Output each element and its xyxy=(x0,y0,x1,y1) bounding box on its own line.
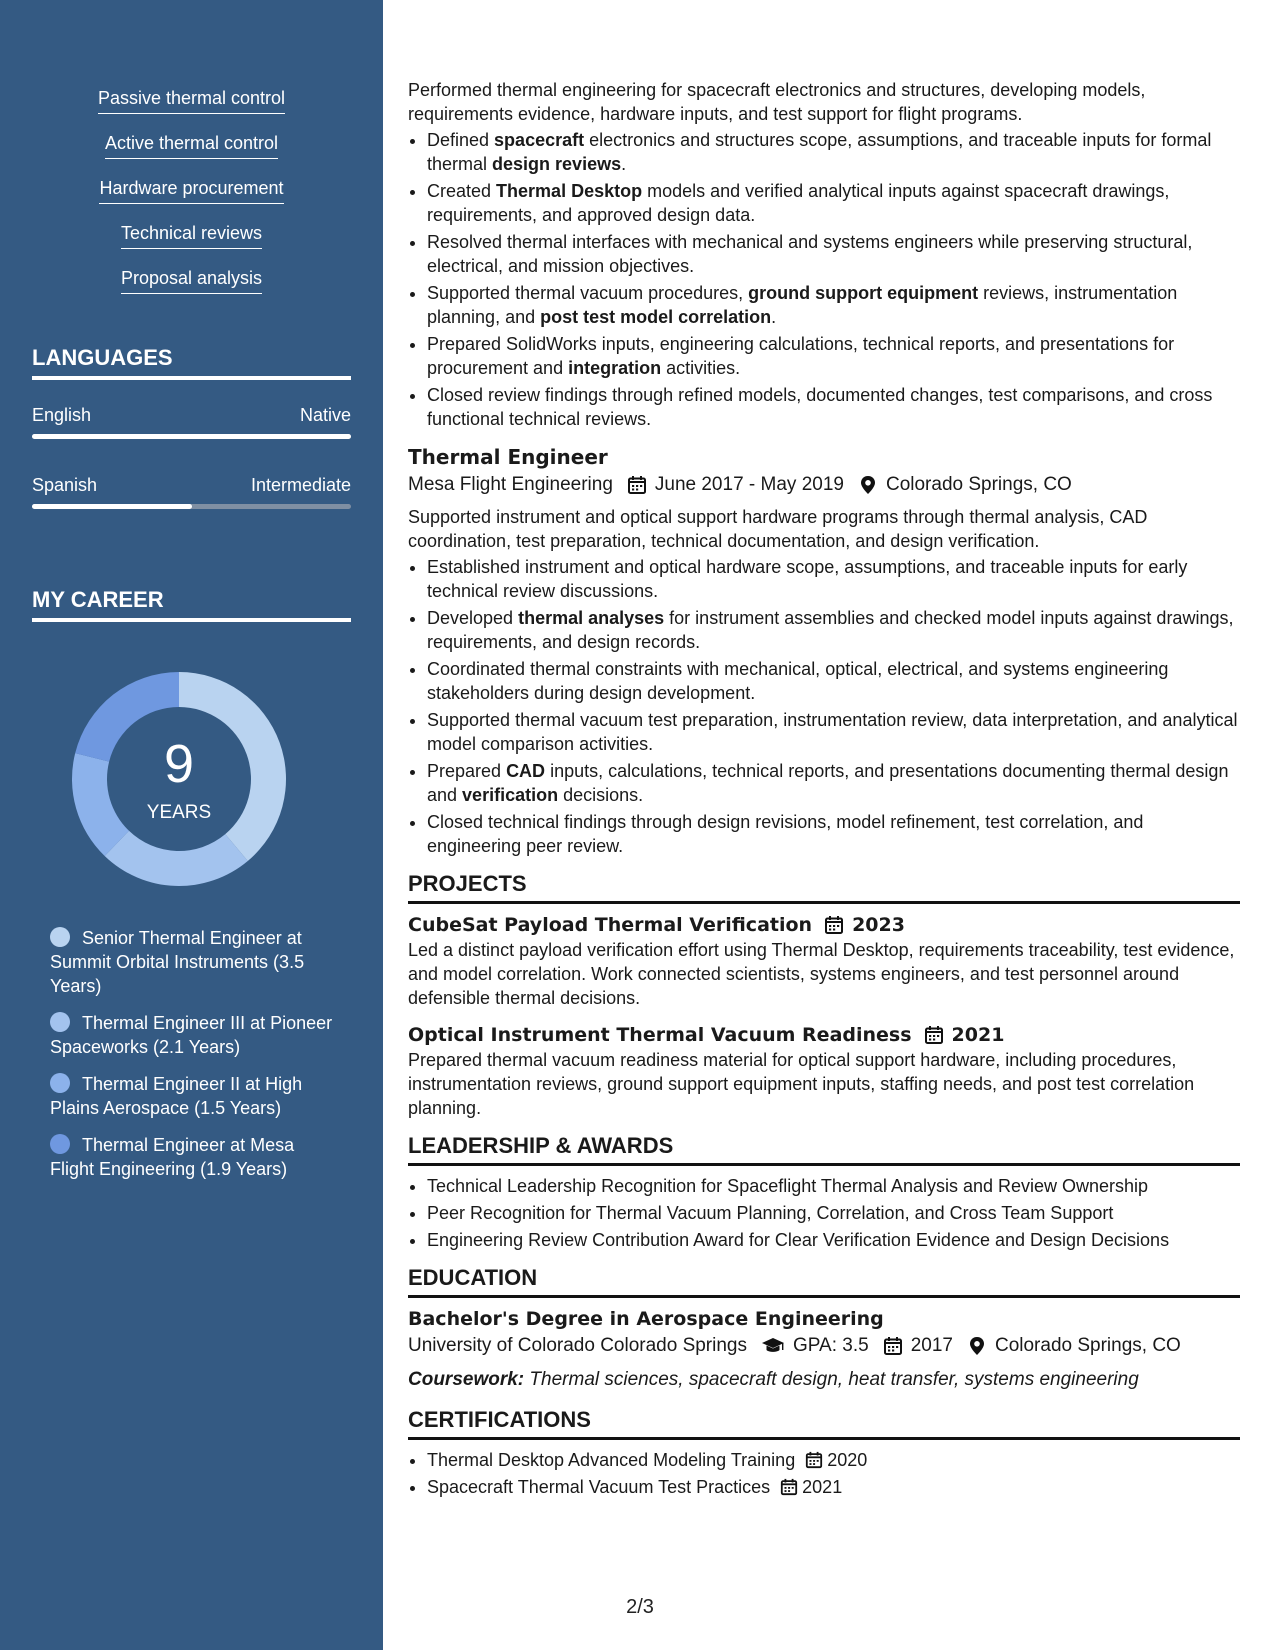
skill-item xyxy=(0,221,383,266)
bullet-item: • Prepared SolidWorks inputs, engineering calculations, technical reports, and presentations for procurement and integration activities. xyxy=(427,332,1240,380)
certification-item xyxy=(427,1448,1240,1472)
bullet-item: • Closed review findings through refined models, documented changes, test comparisons, and cross functional technical reviews. xyxy=(427,383,1240,431)
job-bullets xyxy=(427,555,1240,858)
project-title xyxy=(408,912,1240,938)
graduation-year: 2017 xyxy=(910,1335,953,1356)
calendar-icon xyxy=(805,1451,823,1469)
calendar-icon xyxy=(924,1025,944,1045)
legend-dot-icon xyxy=(50,927,70,947)
career-years-value: 9 xyxy=(163,734,195,794)
education-heading: EDUCATION xyxy=(408,1264,1240,1298)
school-location: Colorado Springs, CO xyxy=(994,1335,1181,1356)
language-row xyxy=(32,473,351,497)
bullet-item: • Defined spacecraft electronics and structures scope, assumptions, and traceable inputs for formal thermal design reviews. xyxy=(427,128,1240,176)
calendar-icon xyxy=(824,915,844,935)
skill-label: Technical reviews xyxy=(121,221,262,249)
skill-item xyxy=(0,176,383,221)
bullet-item: • Resolved thermal interfaces with mechanical and systems engineers while preserving structural, electrical, and mission objectives. xyxy=(427,230,1240,278)
bullet-item: • Supported thermal vacuum procedures, ground support equipment reviews, instrumentation planning, and post test model correlation. xyxy=(427,281,1240,329)
skill-label: Active thermal control xyxy=(105,131,278,159)
bullet-item: • Supported thermal vacuum test preparation, instrumentation review, data interpretation, and analytical model comparison activities. xyxy=(427,708,1240,756)
leadership-list xyxy=(427,1174,1240,1252)
coursework xyxy=(408,1366,1240,1394)
languages-heading: LANGUAGES xyxy=(32,344,351,380)
bullet-item: • Prepared CAD inputs, calculations, technical reports, and presentations documenting thermal design and verification decisions. xyxy=(427,759,1240,807)
coursework-text: Thermal sciences, spacecraft design, heat transfer, systems engineering xyxy=(524,1369,1139,1390)
language-bar xyxy=(32,504,351,509)
language-name: Spanish xyxy=(32,475,98,495)
career-legend xyxy=(50,926,340,1194)
project-description: Prepared thermal vacuum readiness material for optical support hardware, including procedures, instrumentation reviews, ground support equipment inputs, staffing needs, and post test correlation planning. xyxy=(408,1050,1195,1118)
project-name: Optical Instrument Thermal Vacuum Readiness xyxy=(408,1024,912,1046)
career-legend-text: Thermal Engineer II at High Plains Aerospace (1.5 Years) xyxy=(50,1074,303,1118)
bullet-item: • Closed technical findings through design revisions, model refinement, test correlation, and engineering peer review. xyxy=(427,810,1240,858)
calendar-icon xyxy=(780,1478,798,1496)
skill-item xyxy=(0,266,383,311)
location-pin-icon xyxy=(967,1336,987,1356)
donut-segment xyxy=(105,831,248,886)
certifications-heading: CERTIFICATIONS xyxy=(408,1406,1240,1440)
job-bullets xyxy=(427,128,1240,431)
certification-item xyxy=(427,1475,1240,1499)
project-year: 2021 xyxy=(951,1024,1005,1046)
bullet-item: • Established instrument and optical hardware scope, assumptions, and traceable inputs for early technical review discussions. xyxy=(427,555,1240,603)
career-legend-text: Senior Thermal Engineer at Summit Orbital Instruments (3.5 Years) xyxy=(50,928,305,996)
skills-list xyxy=(0,86,383,311)
skill-label: Hardware procurement xyxy=(99,176,283,204)
certification-name: Thermal Desktop Advanced Modeling Training xyxy=(427,1450,796,1470)
project-name: CubeSat Payload Thermal Verification xyxy=(408,914,813,936)
location-pin-icon xyxy=(858,475,878,495)
education-meta xyxy=(408,1332,1240,1360)
bullet-item: • Developed thermal analyses for instrument assemblies and checked model inputs against drawings, requirements, and design records. xyxy=(427,606,1240,654)
gpa: GPA: 3.5 xyxy=(793,1335,869,1356)
sidebar xyxy=(0,0,383,1650)
career-legend-item xyxy=(50,1011,340,1059)
job-title: Thermal Engineer xyxy=(408,445,608,469)
bullet-item: • Coordinated thermal constraints with mechanical, optical, electrical, and systems engineering stakeholders during design development. xyxy=(427,657,1240,705)
language-bar xyxy=(32,434,351,439)
language-name: English xyxy=(32,405,92,425)
degree-title: Bachelor's Degree in Aerospace Engineering xyxy=(408,1308,884,1330)
calendar-icon xyxy=(883,1336,903,1356)
career-heading: MY CAREER xyxy=(32,586,351,622)
leadership-item: • Technical Leadership Recognition for Spaceflight Thermal Analysis and Review Ownership xyxy=(427,1174,1240,1198)
school-name: University of Colorado Colorado Springs xyxy=(408,1335,747,1356)
skill-label: Proposal analysis xyxy=(121,266,262,294)
coursework-label: Coursework: xyxy=(408,1369,525,1390)
language-level: Intermediate xyxy=(250,475,351,495)
certification-year: 2021 xyxy=(802,1477,843,1497)
certification-year: 2020 xyxy=(827,1450,868,1470)
main-content xyxy=(408,78,1240,1511)
job-dates: June 2017 - May 2019 xyxy=(654,474,844,495)
skill-item xyxy=(0,86,383,131)
career-legend-item xyxy=(50,1133,340,1181)
company-name: Mesa Flight Engineering xyxy=(408,474,613,495)
page-number: 2/3 xyxy=(626,1596,654,1618)
language-bar-fill xyxy=(32,504,192,509)
leadership-item: • Peer Recognition for Thermal Vacuum Planning, Correlation, and Cross Team Support xyxy=(427,1201,1240,1225)
language-row xyxy=(32,403,351,427)
skill-item xyxy=(0,131,383,176)
career-donut-chart xyxy=(64,664,294,894)
project-title xyxy=(408,1022,1240,1048)
bullet-item: • Created Thermal Desktop models and verified analytical inputs against spacecraft drawings, requirements, and approved design data. xyxy=(427,179,1240,227)
donut-segment xyxy=(179,672,286,861)
career-years-label: YEARS xyxy=(146,802,212,823)
career-legend-item xyxy=(50,926,340,998)
leadership-heading: LEADERSHIP & AWARDS xyxy=(408,1132,1240,1166)
project-year: 2023 xyxy=(852,914,905,936)
job-summary: Supported instrument and optical support hardware programs through thermal analysis, CAD coordination, test preparation, technical documentation, and design verification. xyxy=(408,507,1148,551)
career-legend-item xyxy=(50,1072,340,1120)
project-description: Led a distinct payload verification effort using Thermal Desktop, requirements traceability, test evidence, and model correlation. Work connected scientists, systems engineers, and test personnel around defensible thermal decisions. xyxy=(408,940,1235,1008)
job-location: Colorado Springs, CO xyxy=(885,474,1072,495)
skill-label: Passive thermal control xyxy=(98,86,285,114)
language-bar-fill xyxy=(32,434,351,439)
job-meta xyxy=(408,471,1240,499)
language-level: Native xyxy=(299,405,351,425)
leadership-item: • Engineering Review Contribution Award for Clear Verification Evidence and Design Decisions xyxy=(427,1228,1240,1252)
graduation-cap-icon xyxy=(761,1336,785,1356)
certifications-list xyxy=(427,1448,1240,1499)
calendar-icon xyxy=(627,475,647,495)
career-legend-text: Thermal Engineer III at Pioneer Spaceworks (2.1 Years) xyxy=(50,1013,333,1057)
career-legend-text: Thermal Engineer at Mesa Flight Engineering (1.9 Years) xyxy=(50,1135,295,1179)
job-summary: Performed thermal engineering for spacecraft electronics and structures, developing models, requirements evidence, hardware inputs, and test support for flight programs. xyxy=(408,80,1146,124)
legend-dot-icon xyxy=(50,1073,70,1093)
legend-dot-icon xyxy=(50,1134,70,1154)
certification-name: Spacecraft Thermal Vacuum Test Practices xyxy=(427,1477,771,1497)
projects-heading: PROJECTS xyxy=(408,870,1240,904)
legend-dot-icon xyxy=(50,1012,70,1032)
